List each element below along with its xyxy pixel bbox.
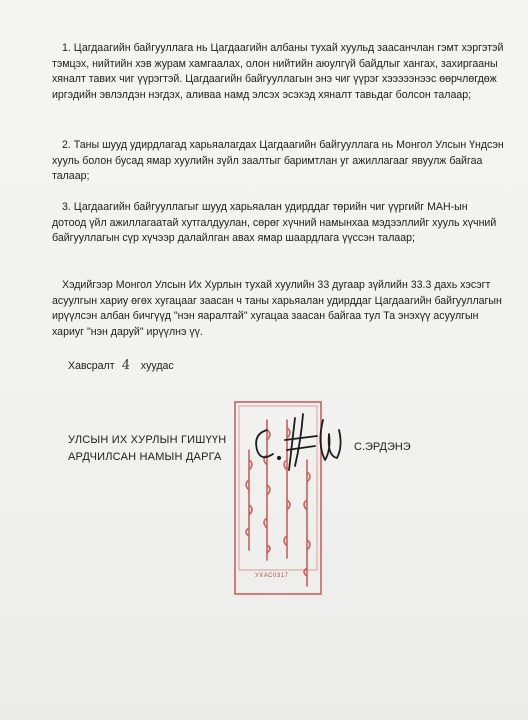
signatory-title-line2: АРДЧИЛСАН НАМЫН ДАРГА [68, 451, 222, 463]
signatory-name: С.ЭРДЭНЭ [354, 441, 411, 453]
stamp-code: УХАС0317 [255, 573, 289, 579]
paragraph-4: Хэдийгээр Монгол Улсын Их Хурлын тухай хуулийн 33 дугаар зүйлийн 33.3 дахь хэсэгт асуулгын хариу өгөх хугацааг заасан ч таны харьяалан удирддаг Цагдаагийн байгууллагын ирүүлсэн албан бичгүүд "нэн яаралтай" хугацаа заасан байгаа тул Та энэхүү асуулгын хариуг "нэн даруй" ирүүлнэ үү. [52, 279, 502, 338]
handwritten-signature [243, 400, 353, 480]
paragraph-2: 2. Таны шууд удирдлагад харьяалагдах Цагдаагийн байгууллага нь Монгол Улсын Үндсэн хууль болон бусад ямар хуулийн зүйл заалтыг баримтлан уг ажиллагааг явуулж байгаа талаар; [52, 139, 504, 183]
attachment-count: 4 [120, 357, 131, 374]
paragraph-1: 1. Цагдаагийн байгууллага нь Цагдаагийн албаны тухай хуульд заасанчлан гэмт хэргэтэй тэмцэх, нийтийн хэв журам хамгаалах, олон нийтийн аюулгүй байдлыг хангах, захиргааны хяналт тавих чиг үүрэгтэй. Цагдаагийн байгууллагын энэ чиг үүрэг хэээээнээс өөрчлөгдөж иргэдийн эвлэлдэн нэгдэх, аливаа намд элсэх эсэхэд хяналт тавьдаг болсон талаар; [52, 42, 504, 101]
paragraph-3: 3. Цагдаагийн байгууллагыг шууд харьяалан удирддаг төрийн чиг үүргийг МАН-ын дотоод үйл ажиллагаатай хутгалдуулан, сөрөг хүчний намынхаа мэдээллийг хууль хүчний байгууллагын сүр хүчээр далайлган авах ямар шаардлага үүссэн талаар; [52, 201, 497, 245]
attachment-unit: хуудас [140, 360, 174, 372]
attachment-label: Хавсралт [68, 360, 115, 372]
signatory-title-line1: УЛСЫН ИХ ХУРЛЫН ГИШҮҮН [68, 434, 227, 446]
attachment-line [68, 358, 174, 373]
signatory-title [68, 432, 226, 466]
